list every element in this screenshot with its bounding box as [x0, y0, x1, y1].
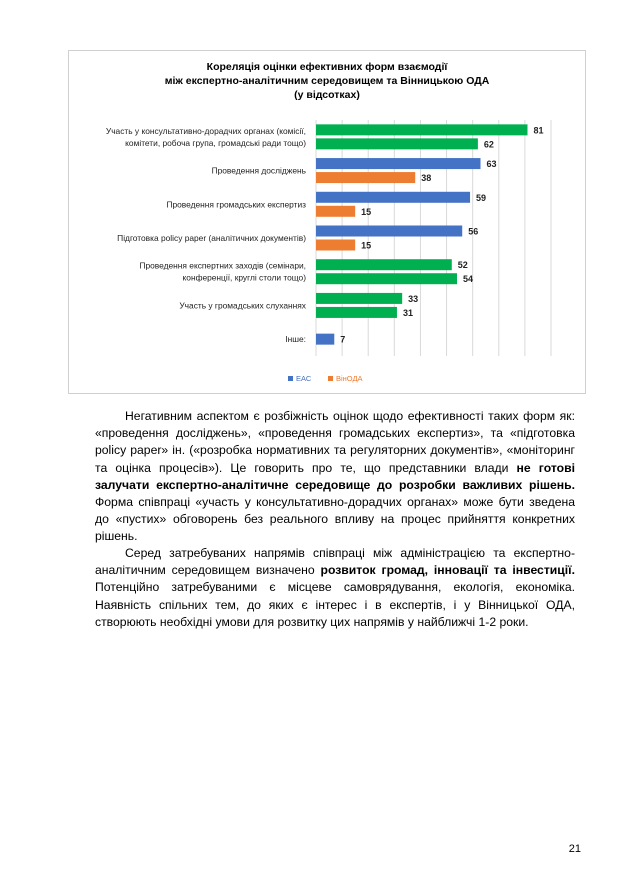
- category-label: Участь у громадських слуханнях: [179, 300, 306, 311]
- bar-ЕАС: [316, 226, 462, 237]
- paragraph-negative-aspect: [95, 408, 575, 546]
- category-label: Проведення експертних заходів (семінари,: [139, 260, 306, 271]
- data-label: 7: [340, 334, 346, 345]
- text: Форма співпраці «участь у консультативно-дорадчих органах» може бути зведена до «пустих» обговорень без реального впливу на процес прийняття конкретних рішень.: [95, 495, 575, 544]
- bar-ВінОДА: [316, 307, 397, 318]
- category-label: Проведення досліджень: [211, 165, 306, 176]
- data-label: 56: [468, 226, 479, 237]
- data-label: 15: [361, 240, 372, 251]
- bar-ЕАС: [316, 334, 334, 345]
- bar-ЕАС: [316, 259, 452, 270]
- bar-ЕАС: [316, 158, 481, 169]
- legend-label: ЕАС: [296, 374, 312, 383]
- category-label: Підготовка policy paper (аналітичних документів): [117, 233, 306, 243]
- paragraph-demanded-directions: [95, 545, 575, 631]
- bold-text: не готові залучати експертно-аналітичне середовище до розробки важливих рішень.: [95, 460, 575, 492]
- data-label: 33: [408, 293, 419, 304]
- category-label: комітети, робоча група, громадські ради тощо): [125, 137, 306, 148]
- page-number: 21: [568, 843, 581, 855]
- text: Потенційно затребуваними є місцеве самоврядування, екологія, економіка. Наявність спільних тем, до яких є інтерес і в експертів, і у Вінницької ОДА, створюють необхідні умови для розвитку цих напрямів у найближчі 1-2 роки.: [95, 580, 575, 629]
- legend-swatch: [328, 376, 333, 381]
- legend-label: ВінОДА: [336, 374, 363, 383]
- category-label: Проведення громадських експертиз: [166, 199, 306, 210]
- data-label: 15: [361, 206, 372, 217]
- data-label: 63: [486, 159, 497, 170]
- bar-ЕАС: [316, 293, 402, 304]
- bold-text: розвиток громад, інновації та інвестиції.: [320, 563, 575, 578]
- category-label: конференції, круглі столи тощо): [182, 272, 306, 283]
- data-label: 54: [463, 274, 474, 285]
- data-label: 62: [483, 139, 494, 150]
- chart-title-line: Кореляція оцінки ефективних форм взаємодії: [206, 61, 448, 73]
- data-label: 38: [421, 173, 432, 184]
- chart-title-line: (у відсотках): [294, 89, 360, 101]
- data-label: 52: [457, 260, 468, 271]
- bar-ВінОДА: [316, 273, 457, 284]
- data-label: 59: [476, 192, 487, 203]
- text: Негативним аспектом є розбіжність оцінок щодо ефективності таких форм як: «проведення досліджень», «проведення громадських експертиз», та «підготовка policy paper» ін. («розробка нормативних та регуляторних документів», «моніторинг та оцінка процесів»). Це говорить про те, що представники влади: [95, 409, 575, 475]
- bar-chart: [0, 0, 627, 400]
- category-label: Інше:: [285, 334, 306, 345]
- text: Серед затребуваних напрямів співпраці між адміністрацією та експертно-аналітичним середовищем визначено: [95, 546, 575, 578]
- legend-swatch: [288, 376, 293, 381]
- bar-ЕАС: [316, 192, 470, 203]
- bar-ВінОДА: [316, 240, 355, 251]
- bar-ВінОДА: [316, 172, 415, 183]
- category-label: Участь у консультативно-дорадчих органах (комісії,: [105, 125, 306, 136]
- bar-ВінОДА: [316, 138, 478, 149]
- chart-title-line: між експертно-аналітичним середовищем та Вінницькою ОДА: [164, 75, 490, 87]
- data-label: 81: [533, 125, 544, 136]
- data-label: 31: [402, 307, 413, 318]
- bar-ЕАС: [316, 124, 528, 135]
- bar-ВінОДА: [316, 206, 355, 217]
